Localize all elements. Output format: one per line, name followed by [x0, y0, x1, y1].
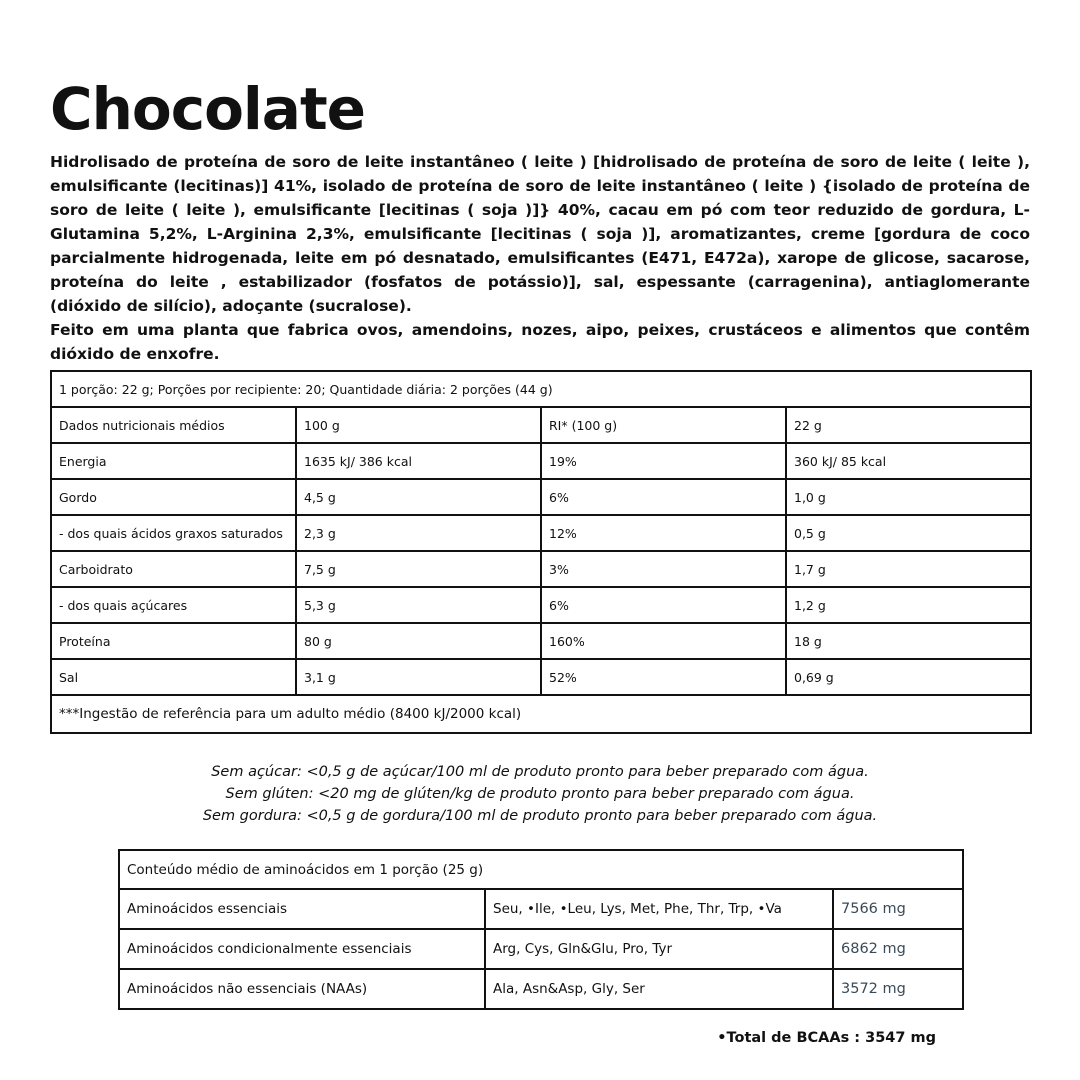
value-100g: 2,3 g — [296, 515, 541, 551]
gluten-free-claim: Sem glúten: <20 mg de glúten/kg de produto pronto para beber preparado com água. — [225, 786, 855, 802]
table-row — [119, 929, 963, 969]
value-100g: 5,3 g — [296, 587, 541, 623]
nutrition-table — [50, 370, 1032, 734]
nutrient-name: Carboidrato — [51, 551, 296, 587]
amino-category: Aminoácidos condicionalmente essenciais — [119, 929, 485, 969]
nutrient-name: Sal — [51, 659, 296, 695]
ingredients-text — [50, 150, 1030, 366]
value-serving: 0,69 g — [786, 659, 1031, 695]
value-serving: 1,7 g — [786, 551, 1031, 587]
table-row — [51, 479, 1031, 515]
amino-header: Conteúdo médio de aminoácidos em 1 porção (25 g) — [119, 850, 963, 889]
reference-intake-footnote: ***Ingestão de referência para um adulto médio (8400 kJ/2000 kcal) — [51, 695, 1031, 733]
amino-acid-table — [118, 849, 964, 1010]
value-serving: 1,2 g — [786, 587, 1031, 623]
table-row — [51, 659, 1031, 695]
footnote-row — [51, 695, 1031, 733]
serving-info: 1 porção: 22 g; Porções por recipiente: 20; Quantidade diária: 2 porções (44 g) — [51, 371, 1031, 407]
claims-block — [0, 761, 1080, 827]
value-100g: 7,5 g — [296, 551, 541, 587]
value-serving: 18 g — [786, 623, 1031, 659]
amino-header-row — [119, 850, 963, 889]
sugar-free-claim: Sem açúcar: <0,5 g de açúcar/100 ml de produto pronto para beber preparado com água. — [211, 764, 869, 780]
value-100g: 3,1 g — [296, 659, 541, 695]
amino-amount: 6862 mg — [833, 929, 963, 969]
nutrient-name: - dos quais ácidos graxos saturados — [51, 515, 296, 551]
value-ri: 12% — [541, 515, 786, 551]
bcaa-total: •Total de BCAAs : 3547 mg — [717, 1030, 936, 1046]
amino-list: Arg, Cys, Gln&Glu, Pro, Tyr — [485, 929, 833, 969]
table-row — [119, 889, 963, 929]
amino-category: Aminoácidos não essenciais (NAAs) — [119, 969, 485, 1009]
value-serving: 1,0 g — [786, 479, 1031, 515]
serving-info-row — [51, 371, 1031, 407]
table-row — [51, 551, 1031, 587]
amino-list: Seu, •Ile, •Leu, Lys, Met, Phe, Thr, Trp, •Va — [485, 889, 833, 929]
amino-amount: 3572 mg — [833, 969, 963, 1009]
value-serving: 0,5 g — [786, 515, 1031, 551]
value-ri: 160% — [541, 623, 786, 659]
header-cell: Dados nutricionais médios — [51, 407, 296, 443]
table-row — [119, 969, 963, 1009]
value-ri: 6% — [541, 587, 786, 623]
nutrient-name: Energia — [51, 443, 296, 479]
header-cell: 22 g — [786, 407, 1031, 443]
header-cell: RI* (100 g) — [541, 407, 786, 443]
nutrient-name: - dos quais açúcares — [51, 587, 296, 623]
value-100g: 1635 kJ/ 386 kcal — [296, 443, 541, 479]
nutrient-name: Proteína — [51, 623, 296, 659]
amino-category: Aminoácidos essenciais — [119, 889, 485, 929]
value-ri: 6% — [541, 479, 786, 515]
value-ri: 3% — [541, 551, 786, 587]
nutrition-header-row — [51, 407, 1031, 443]
value-ri: 52% — [541, 659, 786, 695]
value-ri: 19% — [541, 443, 786, 479]
nutrient-name: Gordo — [51, 479, 296, 515]
fat-free-claim: Sem gordura: <0,5 g de gordura/100 ml de produto pronto para beber preparado com água. — [202, 808, 878, 824]
table-row — [51, 623, 1031, 659]
table-row — [51, 515, 1031, 551]
page-title: Chocolate — [50, 75, 366, 143]
ingredients-paragraph: Hidrolisado de proteína de soro de leite instantâneo ( leite ) [hidrolisado de proteína de soro de leite ( leite ), emulsificante (lecitinas)] 41%, isolado de proteína de soro de leite instantâneo ( leite ) {isolado de proteína de soro de leite ( leite ), emulsificante [lecitinas ( soja )]} 40%, cacau em pó com teor reduzido de gordura, L-Glutamina 5,2%, L-Arginina 2,3%, emulsificante [lecitinas ( soja )], aromatizantes, creme [gordura de coco parcialmente hidrogenada, leite em pó desnatado, emulsificantes (E471, E472a), xarope de glicose, sacarose, proteína do leite , estabilizador (fosfatos de potássio)], sal, espessante (carragenina), antiaglomerante (dióxido de silício), adoçante (sucralose). — [50, 153, 1030, 315]
amino-list: Ala, Asn&Asp, Gly, Ser — [485, 969, 833, 1009]
value-100g: 80 g — [296, 623, 541, 659]
table-row — [51, 587, 1031, 623]
amino-amount: 7566 mg — [833, 889, 963, 929]
table-row — [51, 443, 1031, 479]
allergen-notice: Feito em uma planta que fabrica ovos, amendoins, nozes, aipo, peixes, crustáceos e alimentos que contêm dióxido de enxofre. — [50, 321, 1030, 363]
value-serving: 360 kJ/ 85 kcal — [786, 443, 1031, 479]
value-100g: 4,5 g — [296, 479, 541, 515]
header-cell: 100 g — [296, 407, 541, 443]
